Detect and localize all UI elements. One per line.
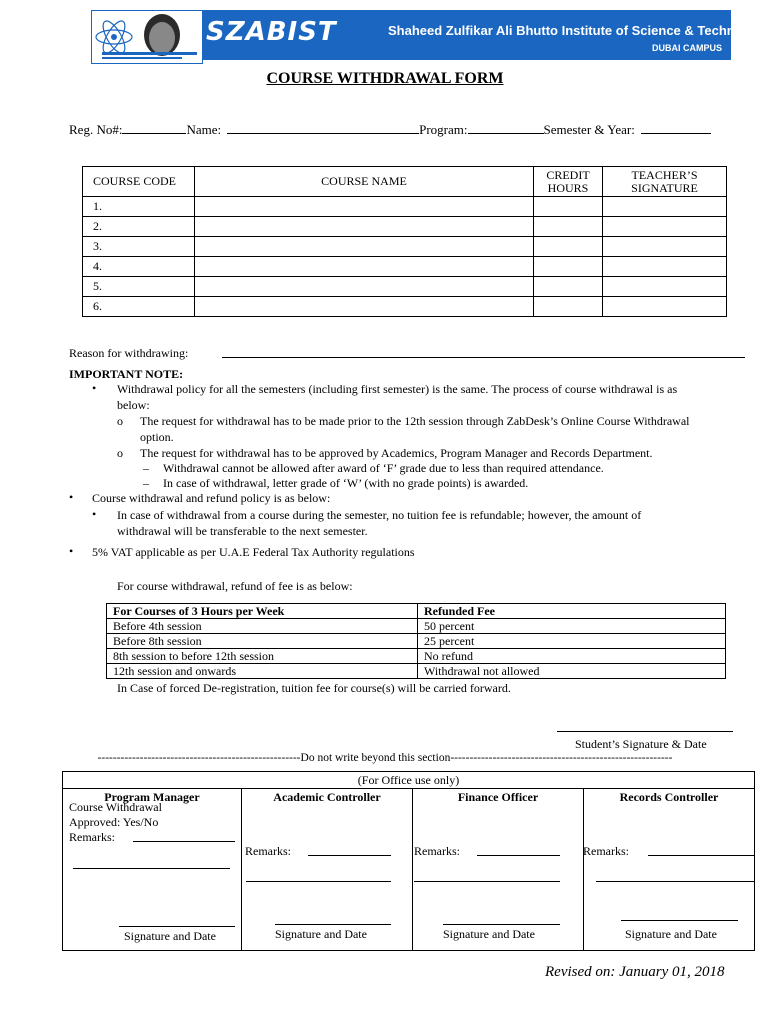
form-title: COURSE WITHDRAWAL FORM bbox=[266, 70, 504, 87]
table-row[interactable] bbox=[83, 197, 727, 217]
pm-signature-label: Signature and Date bbox=[124, 929, 216, 943]
fo-remarks-label: Remarks: bbox=[414, 844, 460, 858]
rc-signature-line[interactable] bbox=[621, 920, 738, 921]
refund-table-header bbox=[107, 604, 726, 619]
course-table-header bbox=[83, 167, 727, 197]
reason-field[interactable] bbox=[222, 357, 745, 358]
records-controller-heading: Records Controller bbox=[584, 789, 755, 806]
refund-period: Before 8th session bbox=[107, 634, 418, 649]
pm-line-2: Approved: Yes/No bbox=[69, 815, 159, 829]
student-info-row bbox=[69, 121, 711, 138]
semester-field[interactable] bbox=[641, 121, 711, 134]
office-use-table bbox=[62, 771, 755, 951]
ac-remarks-label: Remarks: bbox=[245, 844, 291, 858]
note-text: option. bbox=[140, 430, 174, 444]
ac-signature-line[interactable] bbox=[275, 924, 391, 925]
credit-line1: CREDIT bbox=[546, 167, 590, 182]
refund-value: Withdrawal not allowed bbox=[418, 664, 726, 679]
rc-remarks-field[interactable] bbox=[648, 855, 754, 856]
rc-remarks-field-2[interactable] bbox=[596, 881, 754, 882]
teacher-line1: TEACHER’S bbox=[631, 167, 698, 182]
table-row[interactable] bbox=[83, 277, 727, 297]
note-text: In case of withdrawal from a course during the semester, no tuition fee is refundable; however, the amount of bbox=[117, 508, 642, 522]
name-field[interactable] bbox=[227, 121, 419, 134]
pm-remarks-field-2[interactable] bbox=[73, 868, 230, 869]
note-text: below: bbox=[117, 398, 150, 412]
academic-controller-heading: Academic Controller bbox=[242, 789, 413, 806]
office-caption: (For Office use only) bbox=[63, 772, 755, 789]
table-row[interactable] bbox=[83, 237, 727, 257]
pm-approval bbox=[69, 800, 162, 845]
ac-remarks-field[interactable] bbox=[308, 855, 391, 856]
program-label: Program: bbox=[419, 122, 468, 137]
program-field[interactable] bbox=[468, 121, 544, 134]
refund-note: In Case of forced De-registration, tuition fee for course(s) will be carried forward. bbox=[117, 681, 511, 695]
table-row[interactable] bbox=[83, 217, 727, 237]
note-sub-2: The request for withdrawal has to be approved by Academics, Program Manager and Records Department. bbox=[140, 446, 653, 460]
atom-portrait-icon bbox=[92, 11, 202, 63]
refund-period: 8th session to before 12th session bbox=[107, 649, 418, 664]
rc-signature-label: Signature and Date bbox=[625, 927, 717, 941]
refund-value: 25 percent bbox=[418, 634, 726, 649]
refund-table bbox=[106, 603, 726, 679]
fo-signature-line[interactable] bbox=[443, 924, 560, 925]
note-bullet-2: Course withdrawal and refund policy is as below: bbox=[92, 491, 331, 505]
ac-remarks-field-2[interactable] bbox=[246, 881, 391, 882]
row-number: 6. bbox=[83, 297, 195, 317]
refund-value: 50 percent bbox=[418, 619, 726, 634]
reg-no-label: Reg. No#: bbox=[69, 122, 123, 137]
finance-officer-heading: Finance Officer bbox=[413, 789, 584, 806]
bullet-icon: • bbox=[69, 544, 74, 558]
name-label: Name: bbox=[186, 122, 222, 137]
campus-name: DUBAI CAMPUS bbox=[652, 43, 723, 53]
pm-remarks-label: Remarks: bbox=[69, 830, 115, 844]
col-course-name: COURSE NAME bbox=[195, 167, 534, 197]
fo-remarks-field-2[interactable] bbox=[414, 881, 560, 882]
dash-icon: – bbox=[143, 461, 149, 475]
brand-name: SZABIST bbox=[206, 17, 337, 47]
rc-remarks-label: Remarks: bbox=[583, 844, 629, 858]
col-credit-hours bbox=[534, 167, 603, 197]
note-dash-2: In case of withdrawal, letter grade of ‘W’ (with no grade points) is awarded. bbox=[163, 476, 529, 490]
pm-signature-line[interactable] bbox=[119, 926, 235, 927]
teacher-line2: SIGNATURE bbox=[631, 180, 698, 195]
note-text: The request for withdrawal has to be made prior to the 12th session through ZabDesk’s Online Course Withdrawal bbox=[140, 414, 690, 428]
table-row[interactable] bbox=[83, 297, 727, 317]
reason-label: Reason for withdrawing: bbox=[69, 346, 189, 360]
circle-bullet-icon: o bbox=[117, 414, 123, 428]
row-number: 3. bbox=[83, 237, 195, 257]
note-bullet-2-sub bbox=[117, 507, 747, 539]
separator: -----------------------------------------------------Do not write beyond this section---------------------------------------------------------- bbox=[97, 752, 673, 764]
col-course-code: COURSE CODE bbox=[83, 167, 195, 197]
table-row bbox=[107, 664, 726, 679]
important-note-title: IMPORTANT NOTE: bbox=[69, 367, 184, 381]
circle-bullet-icon: o bbox=[117, 446, 123, 460]
fo-remarks-field[interactable] bbox=[477, 855, 560, 856]
col-teacher-signature bbox=[603, 167, 727, 197]
bullet-icon: • bbox=[69, 490, 74, 504]
bullet-icon: • bbox=[92, 507, 97, 521]
fo-signature-label: Signature and Date bbox=[443, 927, 535, 941]
refund-value: No refund bbox=[418, 649, 726, 664]
ac-signature-label: Signature and Date bbox=[275, 927, 367, 941]
row-number: 5. bbox=[83, 277, 195, 297]
refund-col-courses: For Courses of 3 Hours per Week bbox=[107, 604, 418, 619]
dash-icon: – bbox=[143, 476, 149, 490]
student-signature-label: Student’s Signature & Date bbox=[575, 737, 707, 751]
note-text: withdrawal will be transferable to the next semester. bbox=[117, 524, 368, 538]
revised-date: Revised on: January 01, 2018 bbox=[545, 964, 725, 980]
bullet-icon: • bbox=[92, 381, 97, 395]
institute-name: Shaheed Zulfikar Ali Bhutto Institute of Science & Technology bbox=[388, 23, 770, 38]
table-row bbox=[107, 649, 726, 664]
refund-period: Before 4th session bbox=[107, 619, 418, 634]
table-row bbox=[107, 619, 726, 634]
szabist-logo bbox=[91, 10, 203, 64]
pm-remarks-field[interactable] bbox=[133, 841, 235, 842]
refund-period: 12th session and onwards bbox=[107, 664, 418, 679]
semester-label: Semester & Year: bbox=[543, 122, 635, 137]
refund-col-fee: Refunded Fee bbox=[418, 604, 726, 619]
course-table bbox=[82, 166, 727, 317]
table-row[interactable] bbox=[83, 257, 727, 277]
row-number: 2. bbox=[83, 217, 195, 237]
program-manager-heading: Program Manager bbox=[63, 789, 242, 806]
note-dash-1: Withdrawal cannot be allowed after award of ‘F’ grade due to less than required attendance. bbox=[163, 461, 604, 475]
note-text: Withdrawal policy for all the semesters (including first semester) is the same. The process of course withdrawal is as bbox=[117, 382, 678, 396]
row-number: 1. bbox=[83, 197, 195, 217]
note-bullet-1 bbox=[117, 381, 747, 413]
reg-no-field[interactable] bbox=[122, 121, 186, 134]
student-signature-line[interactable] bbox=[557, 731, 733, 732]
credit-line2: HOURS bbox=[547, 180, 589, 195]
pm-line-1: Course Withdrawal bbox=[69, 800, 162, 814]
refund-intro: For course withdrawal, refund of fee is as below: bbox=[117, 579, 353, 593]
table-row bbox=[107, 634, 726, 649]
row-number: 4. bbox=[83, 257, 195, 277]
note-bullet-3: 5% VAT applicable as per U.A.E Federal Tax Authority regulations bbox=[92, 545, 415, 559]
note-sub-1 bbox=[140, 413, 750, 445]
